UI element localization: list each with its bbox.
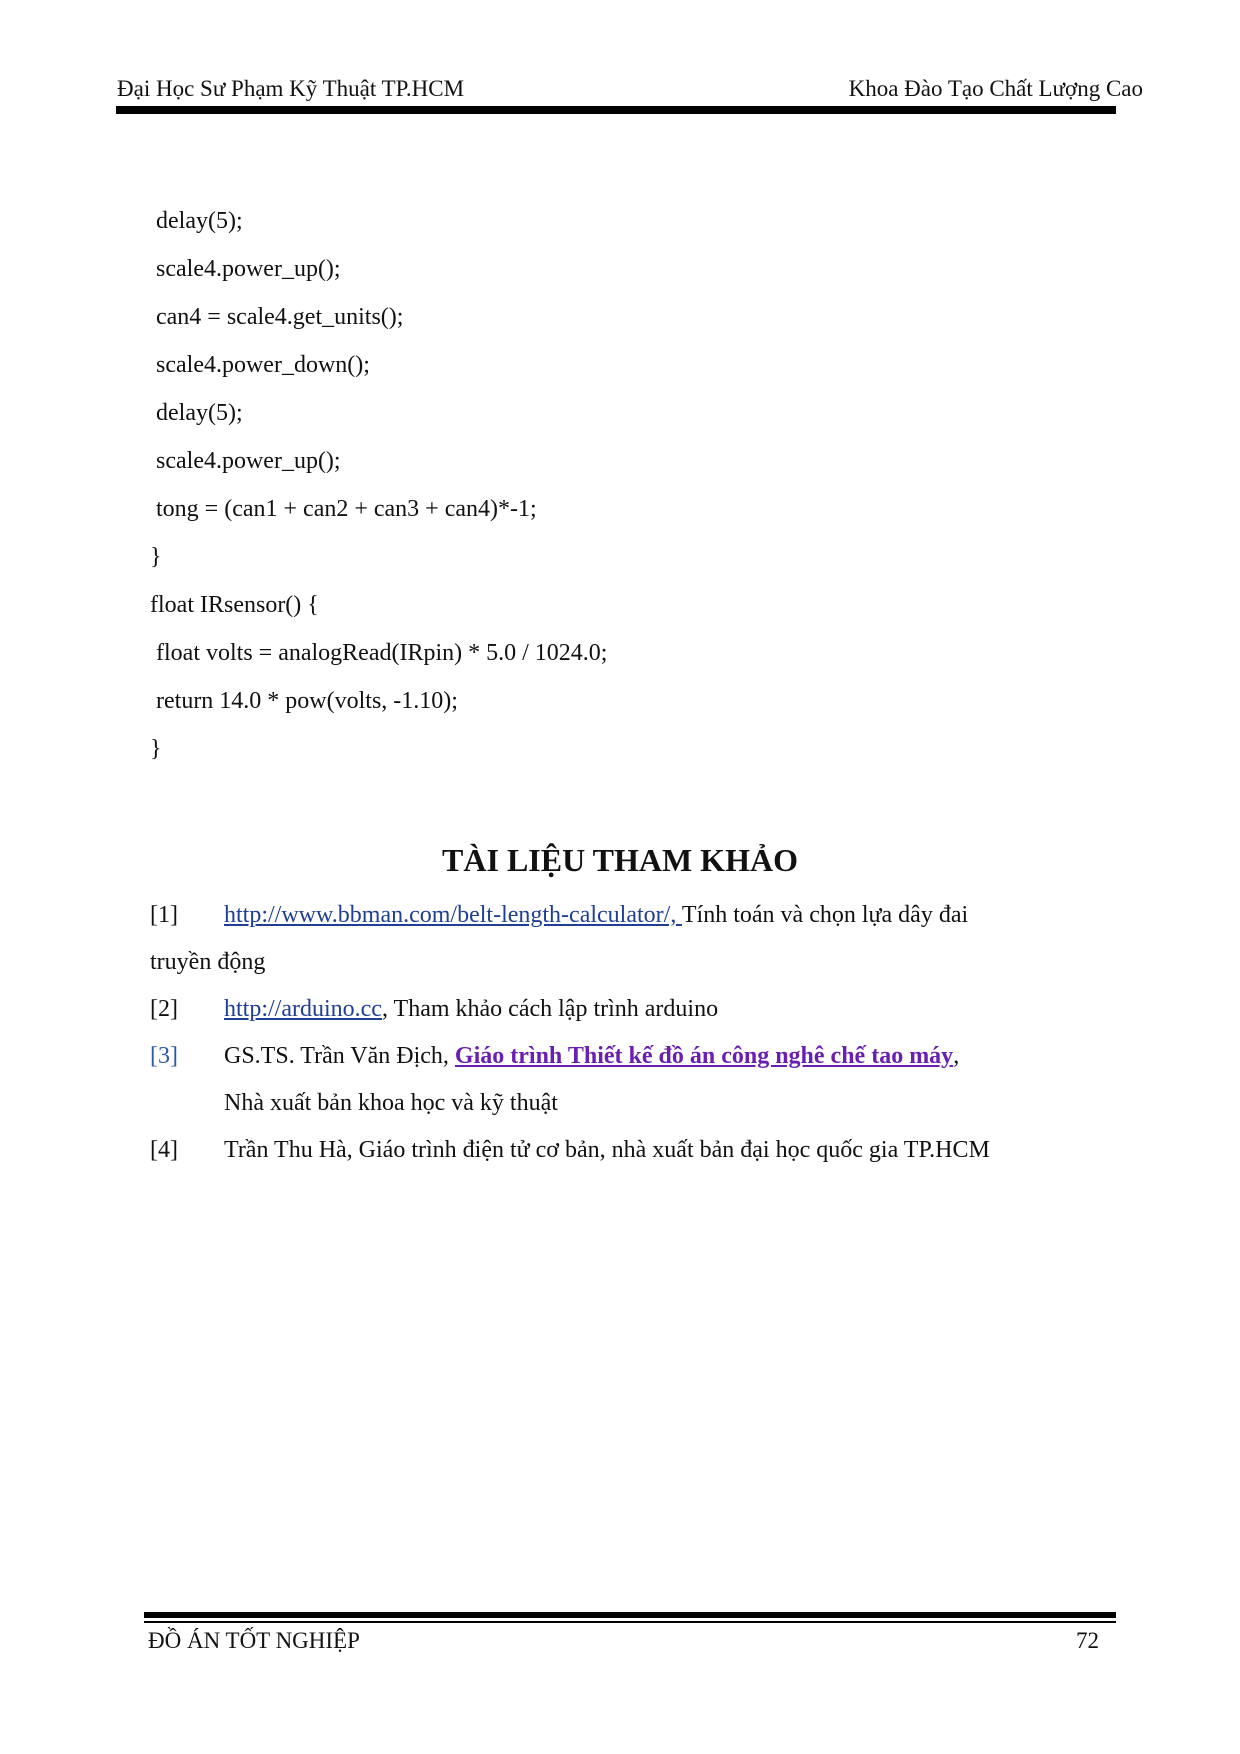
header-faculty: Khoa Đào Tạo Chất Lượng Cao — [848, 76, 1143, 101]
reference-item-4 — [150, 1135, 1100, 1182]
reference-number: [4] — [150, 1137, 178, 1163]
code-line: delay(5); — [150, 400, 243, 426]
textbook-link[interactable]: Giáo trình Thiết kế đồ án công nghê chế tao máy — [454, 1043, 954, 1069]
reference-number: [1] — [150, 902, 178, 928]
footer-title: ĐỒ ÁN TỐT NGHIỆP — [148, 1628, 360, 1653]
code-line: delay(5); — [150, 208, 243, 234]
code-line: float volts = analogRead(IRpin) * 5.0 / 1024.0; — [150, 640, 608, 666]
code-block — [150, 206, 607, 782]
reference-item-3 — [150, 1041, 1100, 1088]
arduino-link[interactable]: http://arduino.cc — [224, 996, 382, 1022]
code-line: } — [150, 736, 162, 762]
footer-divider — [144, 1612, 1116, 1618]
code-line: } — [150, 544, 162, 570]
bbman-link[interactable]: http://www.bbman.com/belt-length-calculator/, — [224, 902, 682, 928]
reference-item-1 — [150, 900, 1100, 947]
reference-item-2 — [150, 994, 1100, 1041]
code-line: tong = (can1 + can2 + can3 + can4)*-1; — [150, 496, 537, 522]
reference-comma: , — [953, 1043, 960, 1069]
header-divider — [116, 106, 1116, 114]
reference-number: [3] — [150, 1043, 178, 1069]
reference-item-3-continuation — [150, 1088, 1100, 1135]
reference-body — [224, 994, 718, 1024]
code-line: scale4.power_down(); — [150, 352, 370, 378]
reference-author: GS.TS. Trần Văn Địch, — [224, 1043, 455, 1069]
reference-text: Trần Thu Hà, Giáo trình điện tử cơ bản, nhà xuất bản đại học quốc gia TP.HCM — [224, 1137, 990, 1163]
code-line: float IRsensor() { — [150, 592, 319, 618]
footer-divider-thin — [144, 1621, 1116, 1623]
page-number: 72 — [1076, 1628, 1099, 1653]
header-university: Đại Học Sư Phạm Kỹ Thuật TP.HCM — [117, 76, 465, 101]
reference-text-continuation: Nhà xuất bản khoa học và kỹ thuật — [224, 1090, 558, 1116]
reference-text: Tính toán và chọn lựa dây đai — [681, 902, 969, 928]
references-title: TÀI LIỆU THAM KHẢO — [442, 842, 798, 878]
reference-body — [224, 1041, 959, 1071]
code-line: can4 = scale4.get_units(); — [150, 304, 404, 330]
reference-text-continuation: truyền động — [150, 949, 266, 975]
code-line: scale4.power_up(); — [150, 448, 341, 474]
reference-body — [224, 900, 968, 930]
reference-text: , Tham khảo cách lập trình arduino — [381, 996, 719, 1022]
code-line: scale4.power_up(); — [150, 256, 341, 282]
reference-number: [2] — [150, 996, 178, 1022]
reference-item-1-continuation — [150, 947, 1100, 994]
references-list — [150, 900, 1100, 1182]
code-line: return 14.0 * pow(volts, -1.10); — [150, 688, 458, 714]
